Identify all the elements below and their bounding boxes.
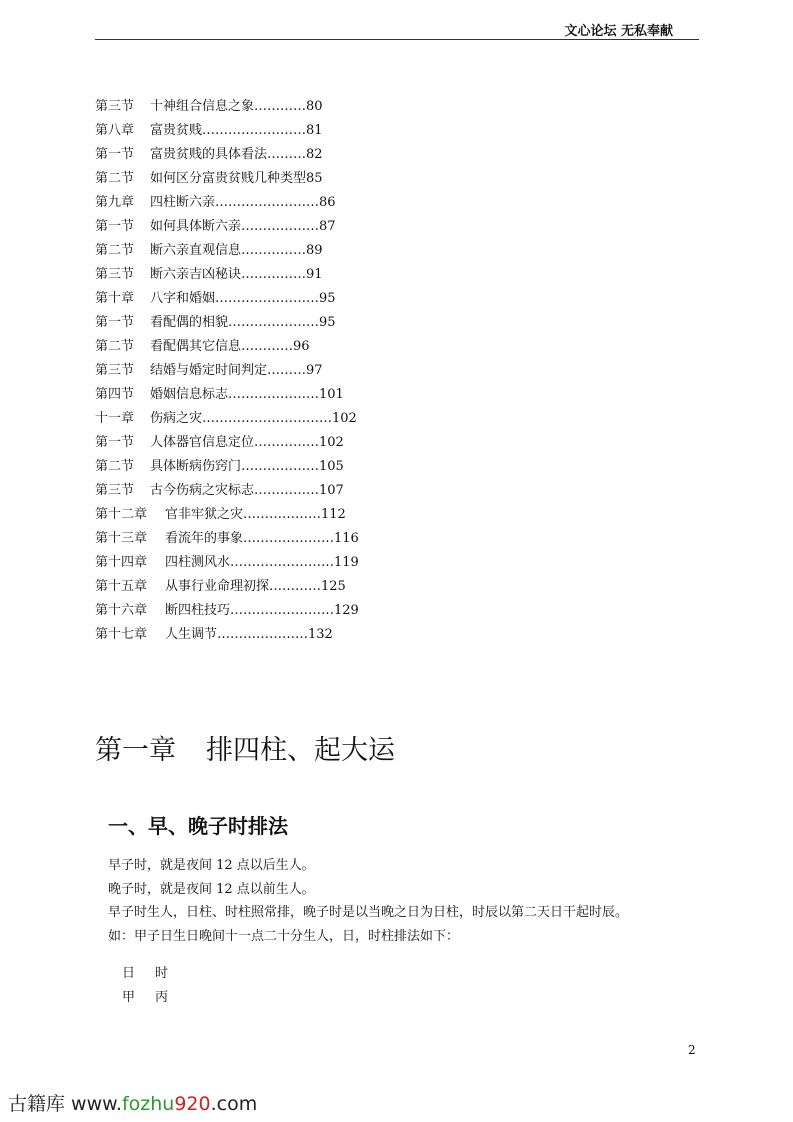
toc-page: 82: [306, 147, 323, 162]
toc-page: 95: [319, 291, 336, 306]
toc-title: 具体断病伤窍门………………: [150, 459, 320, 474]
toc-entry[interactable]: [95, 290, 359, 314]
toc-entry[interactable]: [95, 122, 359, 146]
toc-label: 第九章: [95, 195, 135, 210]
toc-label: 第十六章: [95, 603, 148, 618]
toc-entry[interactable]: [95, 170, 359, 194]
toc-title: 人体器官信息定位……………: [150, 435, 320, 450]
toc-entry[interactable]: [95, 194, 359, 218]
watermark-green: fozhu: [121, 1093, 175, 1115]
toc-page: 132: [308, 627, 333, 642]
chapter-heading: [95, 728, 395, 767]
toc-label: 第十五章: [95, 579, 148, 594]
toc-entry[interactable]: [95, 554, 359, 578]
toc-label: 第二节: [95, 243, 135, 258]
toc-label: 第三节: [95, 363, 135, 378]
watermark: [8, 1089, 257, 1116]
toc-entry[interactable]: [95, 362, 359, 386]
watermark-prefix: 古籍库 www.: [8, 1093, 122, 1115]
toc-label: 第四节: [95, 387, 135, 402]
toc-entry[interactable]: [95, 434, 359, 458]
toc-title: 四柱断六亲……………………: [150, 195, 320, 210]
toc-label: 第三节: [95, 267, 135, 282]
toc-title: 断四柱技巧……………………: [165, 603, 335, 618]
toc-label: 第二节: [95, 339, 135, 354]
toc-entry[interactable]: [95, 386, 359, 410]
toc-label: 第十三章: [95, 531, 148, 546]
toc-title: 断六亲吉凶秘诀……………: [150, 267, 307, 282]
chapter-title: 排四柱、起大运: [206, 735, 395, 766]
toc-entry[interactable]: [95, 482, 359, 506]
toc-page: 87: [319, 219, 336, 234]
pillar-header: 时: [155, 966, 169, 981]
paragraph: 晚子时，就是夜间 12 点以前生人。: [108, 881, 315, 897]
toc-page: 96: [293, 339, 310, 354]
watermark-suffix: .com: [210, 1093, 258, 1115]
toc-title: 如何区分富贵贫贱几种类型: [150, 171, 307, 186]
toc-entry[interactable]: [95, 530, 359, 554]
toc-entry[interactable]: [95, 506, 359, 530]
toc-page: 101: [319, 387, 344, 402]
toc-label: 第二节: [95, 171, 135, 186]
toc-entry[interactable]: [95, 602, 359, 626]
toc-title: 伤病之灾…………………………: [150, 411, 333, 426]
toc-label: 第十四章: [95, 555, 148, 570]
toc-page: 102: [319, 435, 344, 450]
toc-entry[interactable]: [95, 578, 359, 602]
toc-title: 看配偶其它信息…………: [150, 339, 294, 354]
toc-label: 第八章: [95, 123, 135, 138]
toc-label: 第十七章: [95, 627, 148, 642]
toc-title: 断六亲直观信息……………: [150, 243, 307, 258]
toc-page: 97: [306, 363, 323, 378]
toc-label: 第一节: [95, 147, 135, 162]
toc-page: 89: [306, 243, 323, 258]
toc-label: 第一节: [95, 219, 135, 234]
page-header: 文心论坛 无私奉献: [564, 24, 673, 39]
paragraph: 早子时，就是夜间 12 点以后生人。: [108, 858, 315, 873]
pillar-value: 丙: [155, 990, 169, 1005]
toc-page: 95: [319, 315, 336, 330]
toc-entry[interactable]: [95, 218, 359, 242]
toc-page: 116: [334, 531, 359, 546]
toc-title: 官非牢狱之灾………………: [165, 507, 322, 522]
toc-title: 十神组合信息之象…………: [150, 99, 307, 114]
toc-page: 112: [321, 507, 346, 522]
toc-page: 85: [306, 171, 323, 186]
toc-entry[interactable]: [95, 626, 359, 650]
section-heading: 一、早、晚子时排法: [108, 814, 288, 838]
table-of-contents: [95, 98, 359, 650]
toc-page: 81: [306, 123, 323, 138]
pillar-table: [122, 962, 188, 1010]
toc-label: 第十章: [95, 291, 135, 306]
toc-page: 80: [306, 99, 323, 114]
paragraph: 如：甲子日生日晚间十一点二十分生人，日，时柱排法如下：: [108, 928, 460, 944]
toc-title: 人生调节…………………: [165, 627, 309, 642]
toc-label: 第三节: [95, 99, 135, 114]
page-number: 2: [688, 1043, 696, 1057]
toc-entry[interactable]: [95, 410, 359, 434]
chapter-number: 第一章: [95, 735, 176, 766]
toc-label: 第三节: [95, 483, 135, 498]
toc-title: 婚姻信息标志…………………: [150, 387, 320, 402]
toc-entry[interactable]: [95, 266, 359, 290]
toc-label: 第十二章: [95, 507, 148, 522]
toc-label: 第一节: [95, 315, 135, 330]
toc-page: 119: [334, 555, 359, 570]
toc-title: 富贵贫贱……………………: [150, 123, 307, 138]
toc-entry[interactable]: [95, 338, 359, 362]
toc-entry[interactable]: [95, 242, 359, 266]
pillar-value: 甲: [122, 990, 136, 1005]
pillar-header: 日: [122, 966, 136, 981]
toc-title: 富贵贫贱的具体看法………: [150, 147, 307, 162]
header-rule: [95, 39, 699, 40]
toc-title: 从事行业命理初探…………: [165, 579, 322, 594]
toc-page: 91: [306, 267, 323, 282]
toc-page: 107: [319, 483, 344, 498]
toc-page: 125: [321, 579, 346, 594]
watermark-red: 920: [174, 1093, 211, 1115]
toc-title: 看配偶的相貌…………………: [150, 315, 320, 330]
toc-page: 102: [332, 411, 357, 426]
toc-label: 第一节: [95, 435, 135, 450]
toc-title: 四柱测风水……………………: [165, 555, 335, 570]
toc-entry[interactable]: [95, 314, 359, 338]
toc-entry[interactable]: [95, 458, 359, 482]
toc-page: 86: [319, 195, 336, 210]
toc-page: 129: [334, 603, 359, 618]
toc-entry[interactable]: [95, 98, 359, 122]
toc-entry[interactable]: [95, 146, 359, 170]
toc-label: 十一章: [95, 411, 135, 426]
toc-page: 105: [319, 459, 344, 474]
toc-title: 看流年的事象…………………: [165, 531, 335, 546]
toc-title: 八字和婚姻……………………: [150, 291, 320, 306]
toc-title: 结婚与婚定时间判定………: [150, 363, 307, 378]
toc-label: 第二节: [95, 459, 135, 474]
paragraph: 早子时生人，日柱、时柱照常排，晚子时是以当晚之日为日柱，时辰以第二天日干起时辰。: [108, 905, 629, 920]
body-text: [108, 857, 628, 951]
toc-title: 如何具体断六亲………………: [150, 219, 320, 234]
toc-title: 古今伤病之灾标志……………: [150, 483, 320, 498]
